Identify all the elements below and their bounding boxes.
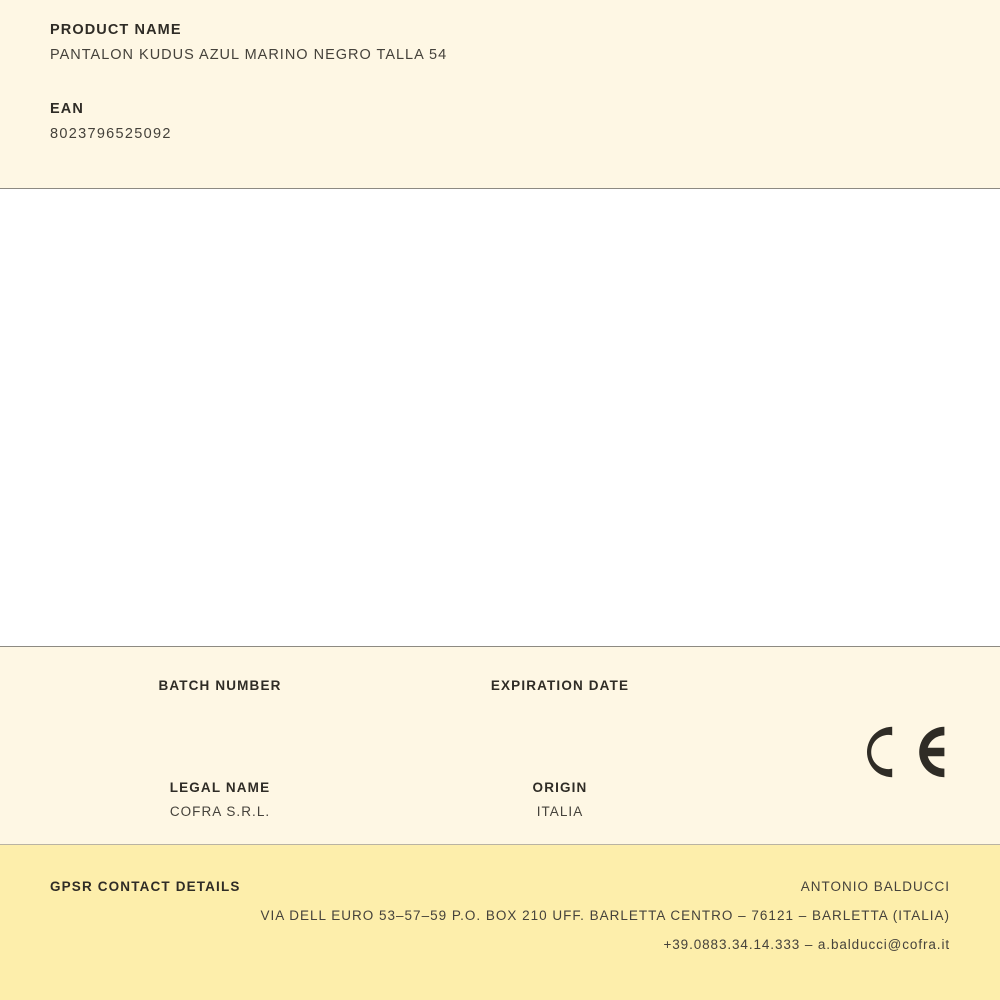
expiration-date-label: EXPIRATION DATE (490, 678, 630, 693)
ce-marking-icon (858, 721, 948, 783)
gpsr-contact-phone-email: +39.0883.34.14.333 – a.balducci@cofra.it (663, 936, 950, 952)
product-details-section (0, 647, 1000, 845)
expiration-date-value (390, 702, 730, 718)
legal-name-label: LEGAL NAME (169, 780, 271, 795)
gpsr-contact-section (0, 845, 1000, 1000)
details-row-legal-origin (50, 718, 950, 820)
product-name-label: PRODUCT NAME (50, 22, 182, 38)
expiration-date-cell (390, 678, 730, 718)
batch-number-cell (50, 678, 390, 718)
ean-block (50, 101, 950, 142)
gpsr-contact-address: VIA DELL EURO 53–57–59 P.O. BOX 210 UFF. BARLETTA CENTRO – 76121 – BARLETTA (ITALIA) (260, 907, 950, 923)
origin-cell (390, 780, 730, 820)
details-row-batch-expiration (50, 647, 950, 718)
product-name-block (50, 22, 950, 63)
legal-name-value: COFRA S.R.L. (169, 804, 271, 819)
product-name-value: PANTALON KUDUS AZUL MARINO NEGRO TALLA 54 (50, 47, 448, 63)
batch-number-label: BATCH NUMBER (158, 678, 282, 693)
ean-value: 8023796525092 (50, 126, 172, 142)
origin-label: ORIGIN (532, 780, 588, 795)
ce-mark-cell (730, 678, 950, 718)
gpsr-contact-name: ANTONIO BALDUCCI (800, 879, 950, 894)
origin-value: ITALIA (536, 804, 584, 819)
product-header-section (0, 0, 1000, 189)
ce-mark-spacer (730, 780, 950, 820)
legal-name-cell (50, 780, 390, 820)
blank-content-area (0, 189, 1000, 647)
batch-number-value (50, 702, 390, 718)
ean-label: EAN (50, 101, 84, 117)
gpsr-contact-label: GPSR CONTACT DETAILS (50, 879, 241, 894)
